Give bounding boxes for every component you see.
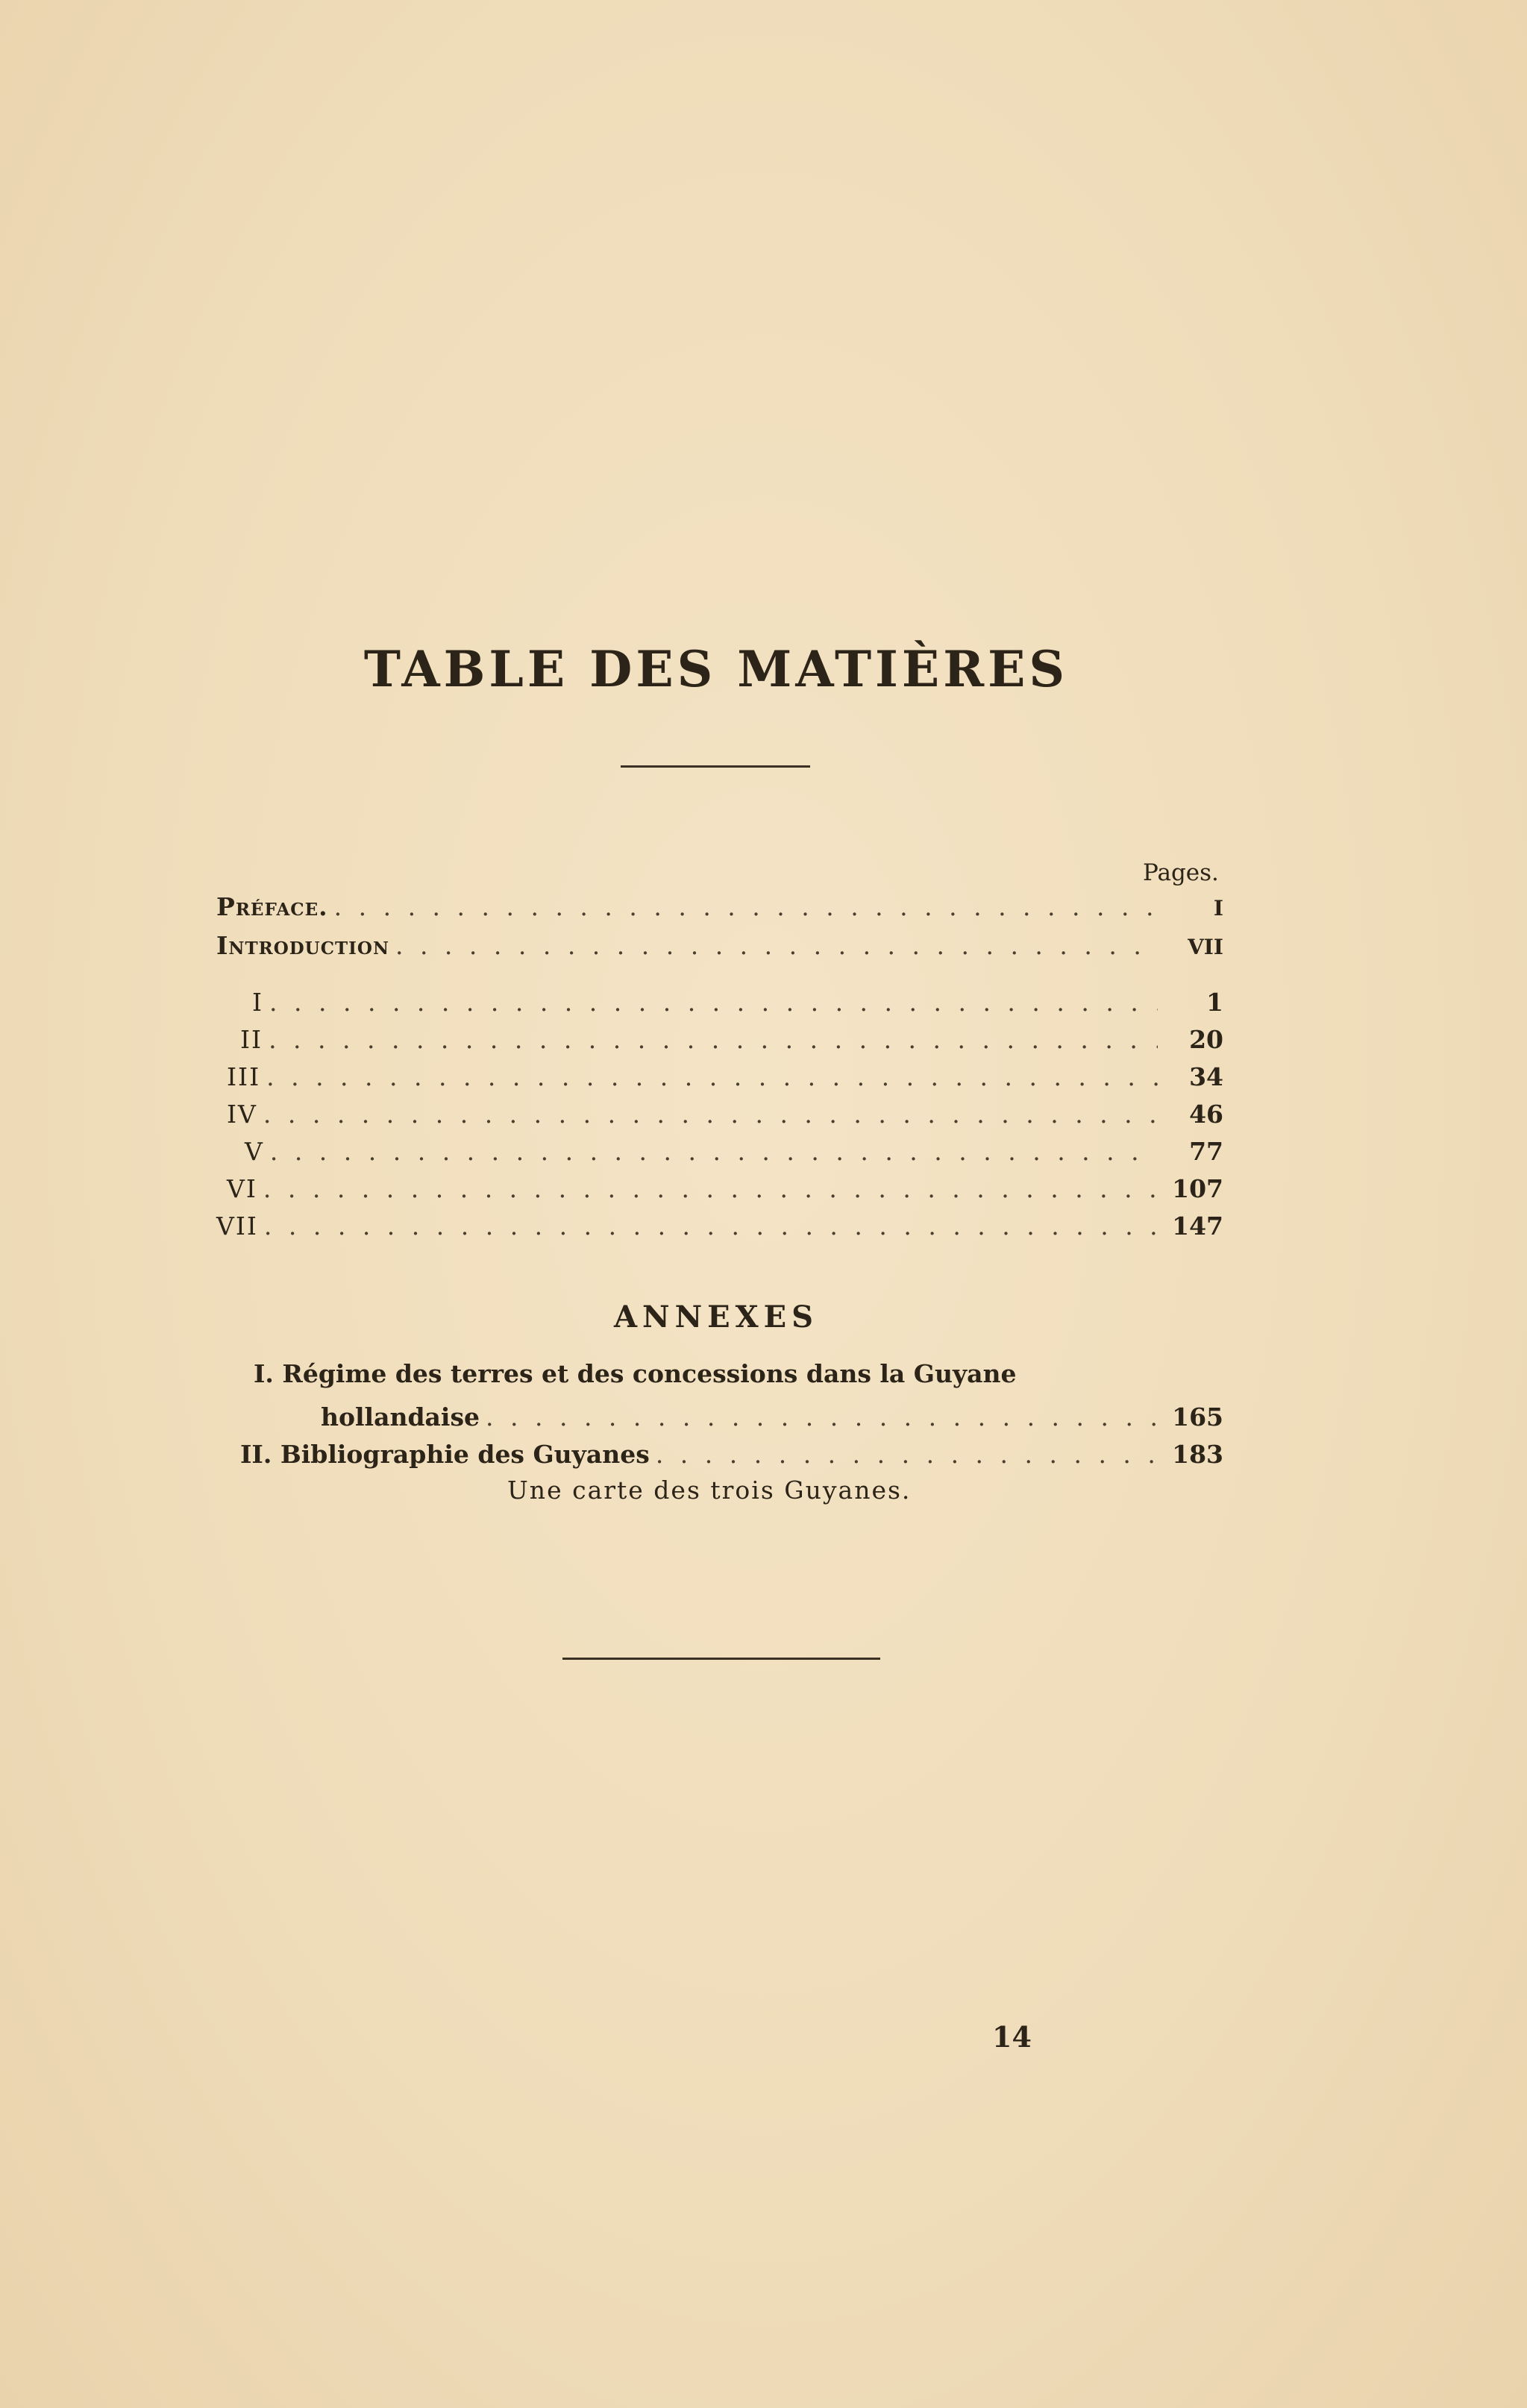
toc-entry-chapter-4[interactable]	[216, 1097, 1223, 1132]
toc-entry-page: 20	[1189, 1025, 1223, 1054]
page-number: 14	[992, 2020, 1032, 2054]
map-note: Une carte des trois Guyanes.	[507, 1476, 912, 1505]
toc-entry-introduction[interactable]	[216, 928, 1223, 964]
toc-entry-chapter-5[interactable]	[216, 1134, 1223, 1170]
toc-entry-label: IV	[227, 1100, 257, 1129]
toc-entry-label: II	[240, 1025, 263, 1054]
annex-1-second-line: hollandaise	[321, 1402, 480, 1432]
dot-leader	[263, 1097, 1158, 1132]
toc-entry-chapter-7[interactable]	[216, 1208, 1223, 1244]
annex-1-first-line[interactable]: I. Régime des terres et des concessions dans la Guyane	[254, 1359, 1017, 1388]
annex-1-entry[interactable]	[321, 1399, 1223, 1435]
toc-entry-page: 183	[1172, 1440, 1223, 1469]
dot-leader	[269, 1022, 1158, 1058]
toc-entry-page: VII	[1188, 935, 1223, 959]
annexes-heading: ANNEXES	[613, 1299, 819, 1335]
toc-entry-preface[interactable]	[216, 889, 1223, 925]
dot-leader	[269, 985, 1158, 1020]
page-title: TABLE DES MATIÈRES	[363, 640, 1069, 698]
title-divider	[621, 765, 810, 768]
dot-leader	[266, 1059, 1158, 1095]
toc-entry-label: VI	[227, 1174, 257, 1203]
pages-column-label: Pages.	[1143, 859, 1219, 886]
toc-entry-page: 147	[1172, 1211, 1223, 1241]
dot-leader	[334, 889, 1158, 925]
toc-entry-label: VII	[216, 1211, 258, 1241]
toc-entry-page: I	[1213, 896, 1223, 921]
toc-entry-chapter-1[interactable]	[216, 985, 1223, 1020]
dot-leader	[395, 928, 1158, 964]
toc-entry-page: 46	[1189, 1100, 1223, 1129]
dot-leader	[270, 1134, 1158, 1170]
toc-entry-page: 1	[1206, 988, 1223, 1017]
dot-leader	[486, 1399, 1158, 1435]
toc-entry-label: Préface.	[216, 892, 328, 921]
toc-entry-page: 165	[1172, 1402, 1223, 1432]
toc-entry-label: I	[252, 988, 264, 1017]
annex-2-label: II. Bibliographie des Guyanes	[240, 1440, 650, 1469]
annex-2-entry[interactable]	[240, 1437, 1223, 1473]
closing-divider	[562, 1658, 880, 1660]
dot-leader	[263, 1171, 1158, 1207]
toc-entry-chapter-3[interactable]	[216, 1059, 1223, 1095]
toc-entry-chapter-2[interactable]	[216, 1022, 1223, 1058]
dot-leader	[264, 1208, 1158, 1244]
dot-leader	[656, 1437, 1158, 1473]
toc-entry-page: 34	[1189, 1062, 1223, 1091]
toc-entry-label: III	[227, 1062, 261, 1091]
toc-entry-chapter-6[interactable]	[216, 1171, 1223, 1207]
toc-entry-page: 107	[1172, 1174, 1223, 1203]
toc-entry-page: 77	[1189, 1137, 1223, 1166]
toc-entry-label: Introduction	[216, 931, 389, 960]
toc-entry-label: V	[245, 1137, 264, 1166]
